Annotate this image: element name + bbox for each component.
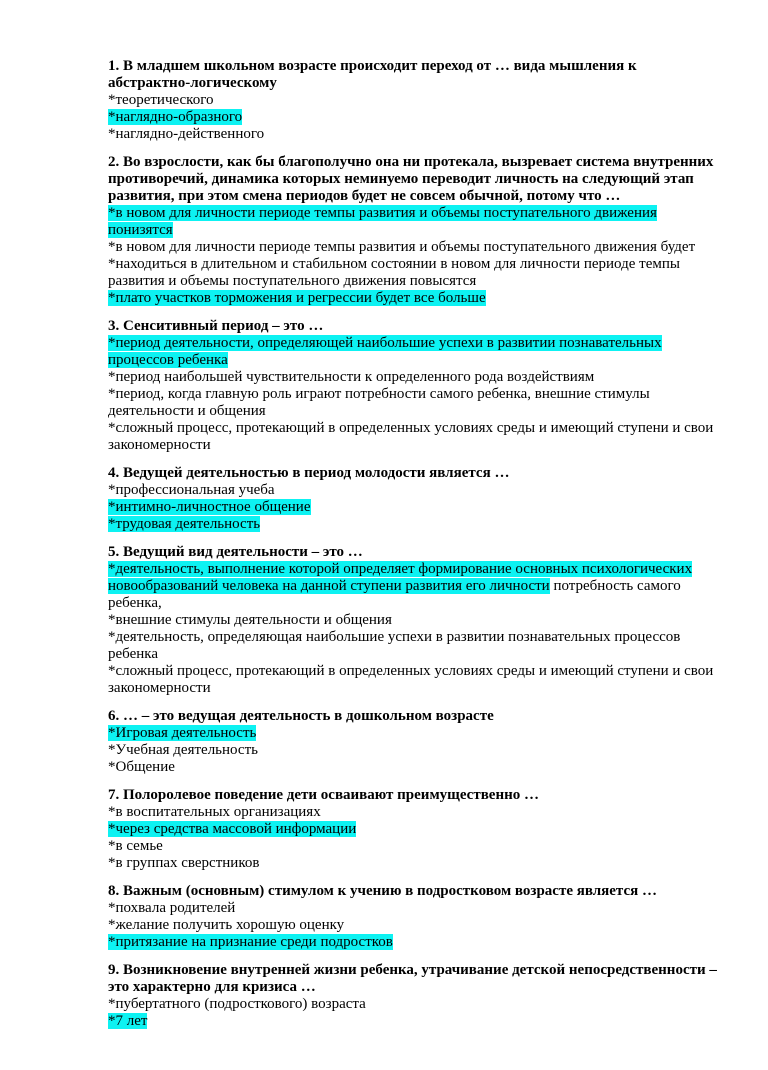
question-block	[108, 883, 720, 951]
answer-segment: *в группах сверстников	[108, 855, 260, 871]
answer-option	[108, 561, 720, 612]
answer-option	[108, 821, 720, 838]
answer-segment: *Общение	[108, 759, 175, 775]
answer-option	[108, 482, 720, 499]
answer-option	[108, 917, 720, 934]
highlighted-answer-segment: *интимно-личностное общение	[108, 499, 311, 515]
answer-option	[108, 369, 720, 386]
question-block	[108, 318, 720, 454]
question-text: 8. Важным (основным) стимулом к учению в подростковом возрасте является …	[108, 883, 658, 899]
answer-option	[108, 126, 720, 143]
answer-option	[108, 996, 720, 1013]
answer-segment: *похвала родителей	[108, 900, 236, 916]
answer-segment: *сложный процесс, протекающий в определенных условиях среды и имеющий ступени и свои закономерности	[108, 663, 714, 696]
answer-option	[108, 838, 720, 855]
answer-option	[108, 92, 720, 109]
answer-segment: *наглядно-действенного	[108, 126, 265, 142]
question-text: 6. … – это ведущая деятельность в дошкольном возрасте	[108, 708, 494, 724]
answer-option	[108, 1013, 720, 1030]
question-block	[108, 154, 720, 307]
answer-option	[108, 855, 720, 872]
answer-option	[108, 256, 720, 290]
answer-option	[108, 725, 720, 742]
question-text: 2. Во взрослости, как бы благополучно она ни протекала, вызревает система внутренних противоречий, динамика которых неминуемо переводит личность на следующий этап развития, при этом смена периодов будет не совсем обычной, потому что …	[108, 154, 714, 204]
answer-option	[108, 759, 720, 776]
question-block	[108, 465, 720, 533]
answer-option	[108, 239, 720, 256]
highlighted-answer-segment: *притязание на признание среди подростков	[108, 934, 393, 950]
question-text: 1. В младшем школьном возрасте происходит переход от … вида мышления к абстрактно-логическому	[108, 58, 637, 91]
answer-option	[108, 109, 720, 126]
answer-segment: *Учебная деятельность	[108, 742, 258, 758]
answer-segment: *деятельность, определяющая наибольшие успехи в развитии познавательных процессов ребенка	[108, 629, 681, 662]
answer-segment: *период наибольшей чувствительности к определенного рода воздействиям	[108, 369, 595, 385]
answer-segment: *период, когда главную роль играют потребности самого ребенка, внешние стимулы деятельности и общения	[108, 386, 650, 419]
answer-segment: *пубертатного (подросткового) возраста	[108, 996, 366, 1012]
answer-segment: *теоретического	[108, 92, 214, 108]
answer-segment: потребность самого ребенка,	[108, 578, 681, 611]
question-text: 5. Ведущий вид деятельности – это …	[108, 544, 363, 560]
highlighted-answer-segment: *период деятельности, определяющей наибольшие успехи в развитии познавательных процессов ребенка	[108, 335, 662, 368]
answer-segment: *находиться в длительном и стабильном состоянии в новом для личности периоде темпы развития и объемы поступательного движения повысятся	[108, 256, 680, 289]
answer-option	[108, 804, 720, 821]
question-block	[108, 787, 720, 872]
highlighted-answer-segment: *в новом для личности периоде темпы развития и объемы поступательного движения понизятся	[108, 205, 657, 238]
question-block	[108, 544, 720, 697]
answer-option	[108, 934, 720, 951]
answer-option	[108, 335, 720, 369]
answer-option	[108, 499, 720, 516]
question-text: 7. Полоролевое поведение дети осваивают преимущественно …	[108, 787, 539, 803]
question-block	[108, 708, 720, 776]
answer-option	[108, 386, 720, 420]
highlighted-answer-segment: *деятельность, выполнение которой определяет формирование основных психологических новообразований человека на данной ступени развития его личности	[108, 561, 693, 594]
highlighted-answer-segment: *наглядно-образного	[108, 109, 243, 125]
question-text: 4. Ведущей деятельностью в период молодости является …	[108, 465, 510, 481]
question-block	[108, 962, 720, 1030]
highlighted-answer-segment: *7 лет	[108, 1013, 148, 1029]
answer-option	[108, 663, 720, 697]
answer-segment: *профессиональная учеба	[108, 482, 275, 498]
question-text: 9. Возникновение внутренней жизни ребенка, утрачивание детской непосредственности – это характерно для кризиса …	[108, 962, 717, 995]
highlighted-answer-segment: *через средства массовой информации	[108, 821, 357, 837]
answer-option	[108, 900, 720, 917]
answer-segment: *желание получить хорошую оценку	[108, 917, 345, 933]
answer-option	[108, 290, 720, 307]
answer-segment: *в семье	[108, 838, 163, 854]
highlighted-answer-segment: *плато участков торможения и регрессии будет все больше	[108, 290, 486, 306]
question-block	[108, 58, 720, 143]
answer-option	[108, 742, 720, 759]
answer-segment: *внешние стимулы деятельности и общения	[108, 612, 392, 628]
answer-option	[108, 420, 720, 454]
answer-segment: *сложный процесс, протекающий в определенных условиях среды и имеющий ступени и свои закономерности	[108, 420, 714, 453]
answer-option	[108, 629, 720, 663]
highlighted-answer-segment: *Игровая деятельность	[108, 725, 257, 741]
answer-segment: *в воспитательных организациях	[108, 804, 321, 820]
answer-segment: *в новом для личности периоде темпы развития и объемы поступательного движения будет	[108, 239, 696, 255]
answer-option	[108, 516, 720, 533]
question-text: 3. Сенситивный период – это …	[108, 318, 324, 334]
answer-option	[108, 612, 720, 629]
highlighted-answer-segment: *трудовая деятельность	[108, 516, 261, 532]
answer-option	[108, 205, 720, 239]
